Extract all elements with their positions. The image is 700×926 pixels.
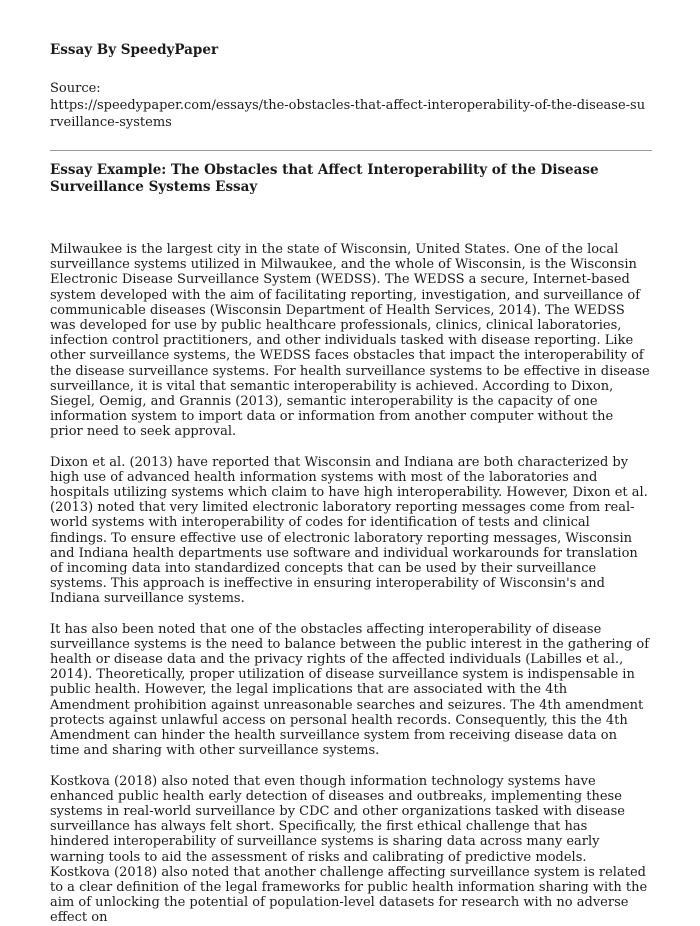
essay-paragraph-1: Milwaukee is the largest city in the state of Wisconsin, United States. One of the local surveillance systems utilized in Milwaukee, and the whole of Wisconsin, is the Wisconsin Electronic Disease Surveillance System (WEDSS). The WEDSS a secure, Internet-based system developed with the aim of facilitating reporting, investigation, and surveillance of communicable diseases (Wisconsin Department of Health Services, 2014). The WEDSS was developed for use by public healthcare professionals, clinics, clinical laboratories, infection control practitioners, and other individuals tasked with disease reporting. Like other surveillance systems, the WEDSS faces obstacles that impact the interoperability of the disease surveillance systems. For health surveillance systems to be effective in disease surveillance, it is vital that semantic interoperability is achieved. According to Dixon, Siegel, Oemig, and Grannis (2013), semantic interoperability is the capacity of one information system to import data or information from another computer without the prior need to seek approval. bbox=[50, 242, 650, 440]
header-divider bbox=[50, 150, 652, 151]
essay-paragraph-4: Kostkova (2018) also noted that even though information technology systems have enhanced public health early detection of diseases and outbreaks, implementing these systems in real-world surveillance by CDC and other organizations tasked with disease surveillance has always felt short. Specifically, the first ethical challenge that has hindered interoperability of surveillance systems is sharing data across many early warning tools to aid the assessment of risks and calibrating of predictive models. Kostkova (2018) also noted that another challenge affecting surveillance system is related to a clear definition of the legal frameworks for public health information sharing with the aim of unlocking the potential of population-level datasets for research with no adverse effect on bbox=[50, 773, 648, 926]
document-header-title: Essay By SpeedyPaper bbox=[50, 42, 219, 58]
essay-paragraph-2: Dixon et al. (2013) have reported that Wisconsin and Indiana are both characterized by high use of advanced health information systems with most of the laboratories and hospitals utilizing systems which claim to have high interoperability. However, Dixon et al. (2013) noted that very limited electronic laboratory reporting messages come from real-world systems with interoperability of codes for identification of tests and clinical findings. To ensure effective use of electronic laboratory reporting messages, Wisconsin and Indiana health departments use software and individual workarounds for translation of incoming data into standardized concepts that can be used by their surveillance systems. This approach is ineffective in ensuring interoperability of Wisconsin's and Indiana surveillance systems. bbox=[50, 454, 648, 607]
source-url: https://speedypaper.com/essays/the-obstacles-that-affect-interoperability-of-the-disease-surveillance-systems bbox=[50, 98, 646, 130]
essay-paragraph-3: It has also been noted that one of the obstacles affecting interoperability of disease surveillance systems is the need to balance between the public interest in the gathering of health or disease data and the privacy rights of the affected individuals (Labilles et al., 2014). Theoretically, proper utilization of disease surveillance system is indispensable in public health. However, the legal implications that are associated with the 4th Amendment prohibition against unreasonable searches and seizures. The 4th amendment protects against unlawful access on personal health records. Consequently, this the 4th Amendment can hinder the health surveillance system from receiving disease data on time and sharing with other surveillance systems. bbox=[50, 621, 650, 759]
essay-body bbox=[50, 242, 650, 926]
source-label: Source: bbox=[50, 81, 101, 96]
essay-title: Essay Example: The Obstacles that Affect Interoperability of the Disease Surveillance Systems Essay bbox=[50, 162, 599, 195]
